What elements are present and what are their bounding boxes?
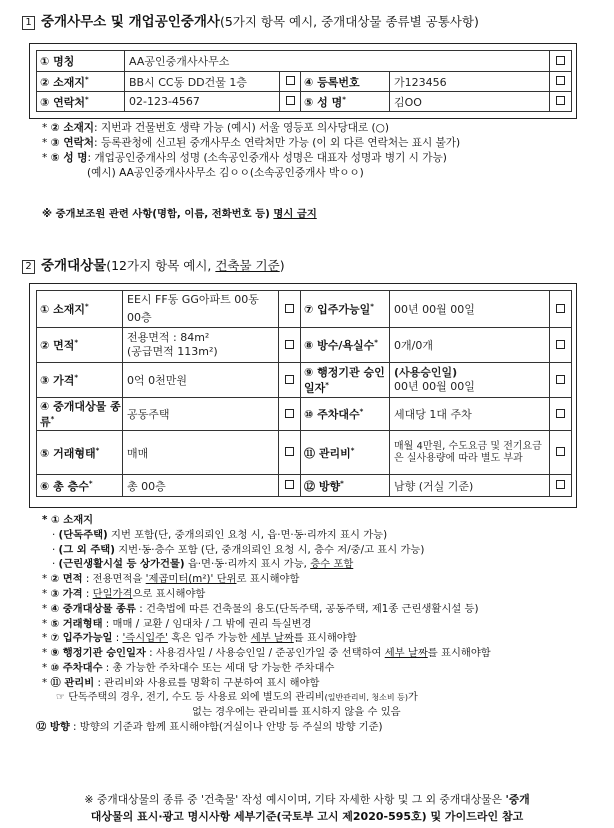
checkbox[interactable]: [556, 56, 565, 65]
checkbox[interactable]: [556, 96, 565, 105]
checkbox[interactable]: [556, 340, 565, 349]
address-value: BB시 CC동 DD건물 1층: [125, 72, 280, 92]
contact-label-cell: [37, 92, 125, 112]
name-label: ① 명칭: [37, 51, 125, 72]
note-text: 가: [408, 691, 418, 703]
note-maintenance-fee-detail: [42, 691, 491, 706]
note-text: : 전용면적을: [82, 573, 146, 586]
note-head: ⑨ 행정기관 승인일자: [50, 647, 146, 660]
maintenance-fee-checkbox-cell: [550, 431, 572, 475]
address-label: ② 소재지: [40, 75, 86, 89]
address-checkbox-cell: [280, 72, 301, 92]
name-checkbox-cell: [550, 51, 572, 72]
note-location-detached: · (단독주택) 지번 포함(단, 중개의뢰인 요청 시, 읍·면·동·리까지 표시 가능): [52, 528, 388, 541]
note-text: 없는 경우에는 관리비를 표시하지 않을 수 있음: [192, 706, 401, 719]
transaction-type-checkbox-cell: [279, 431, 301, 475]
required-mark: *: [370, 302, 374, 311]
table-row: [37, 328, 572, 363]
approval-label-cell: [301, 363, 390, 398]
note-text: : 방향의 기준과 함께 표시해야함(거실이나 안방 등 주실의 방향 기준): [69, 721, 383, 734]
checkbox[interactable]: [556, 447, 565, 456]
parking-label-cell: [301, 398, 390, 431]
area-label-cell: [37, 328, 123, 363]
section2-title-bold: 중개대상물: [41, 258, 107, 274]
note-text: 혹은 입주 가능한: [167, 632, 251, 645]
note-text: 읍·면·동·리까지 표시 가능,: [184, 558, 311, 571]
section2-title: [22, 254, 285, 274]
note-text: : 관리비와 사용료를 명확히 구분하여 표시 해야함: [94, 676, 320, 689]
floors-value: 총 00층: [123, 475, 279, 497]
required-mark: *: [88, 478, 93, 487]
required-mark: *: [85, 74, 89, 83]
note-area: [42, 572, 491, 587]
area-value-cell: [123, 328, 279, 363]
agent-name-value: 김OO: [390, 92, 550, 112]
checkbox[interactable]: [285, 409, 294, 418]
note-text: 지번 포함(단, 중개의뢰인 요청 시, 읍·면·동·리까지 표시 가능): [107, 528, 388, 541]
note-head: (근린생활시설 등 상가건물): [58, 558, 185, 571]
bullet: *: [42, 676, 48, 689]
maintenance-fee-value: 매월 4만원, 수도요금 및 전기요금은 실사용량에 따라 별도 부과: [390, 431, 550, 475]
table-row: [37, 92, 572, 112]
parking-value: 세대당 1대 주차: [390, 398, 550, 431]
note-price: [42, 587, 491, 602]
note-head: ② 소재지: [50, 122, 95, 134]
note-head: ⑦ 입주가능일: [50, 632, 113, 645]
note-text: :: [82, 587, 93, 600]
note-underline: 세부 날짜: [250, 632, 294, 645]
table-row: [37, 431, 572, 475]
note-text: 지번·동·층수 포함 (단, 중개의뢰인 요청 시, 층수 저/중/고 표시 가능): [114, 543, 425, 556]
section1-notes: [42, 121, 460, 181]
bullet: *: [42, 617, 48, 630]
note-text: : 사용검사일 / 사용승인일 / 준공인가일 중 선택하여: [145, 647, 385, 660]
required-mark: *: [359, 407, 364, 416]
rooms-value: 0개/0개: [390, 328, 550, 363]
section2-number-box: 2: [22, 260, 35, 274]
area-checkbox-cell: [279, 328, 301, 363]
checkbox[interactable]: [556, 76, 565, 85]
price-label: ③ 가격: [40, 374, 75, 387]
note-text: 를 표시해야함: [293, 632, 357, 645]
note-head: ⑫ 방향: [36, 721, 70, 734]
note-text: : 개업공인중개사의 성명 (소속공인중개사 성명은 대표자 성명과 병기 시 가능): [87, 152, 447, 164]
checkbox[interactable]: [556, 409, 565, 418]
note-head: ③ 가격: [50, 587, 83, 600]
maintenance-fee-label-cell: [301, 431, 390, 475]
required-mark: *: [85, 302, 89, 311]
location-checkbox-cell: [279, 291, 301, 328]
area-value: 전용면적 : 84m²: [127, 331, 210, 344]
note-head: ⑤ 거래형태: [50, 617, 103, 630]
note-text: (예시) AA공인중개사사무소 김ㅇㅇ(소속공인중개사 박ㅇㅇ): [87, 167, 364, 179]
note-direction: [36, 720, 491, 735]
section2-title-rest: (12가지 항목 예시,: [106, 258, 216, 273]
note-head: ⑩ 주차대수: [50, 661, 103, 674]
footer-line-2: 대상물의 표시·광고 명시사항 세부기준(국토부 고시 제2020-595호) 및 가이드라인 참고: [90, 810, 524, 823]
required-mark: *: [95, 445, 100, 454]
contact-checkbox-cell: [280, 92, 301, 112]
location-value: EE시 FF동 GG아파트 00동 00층: [123, 291, 279, 328]
note-name: [42, 151, 460, 166]
property-type-label: ④ 중개대상물 종류: [40, 399, 121, 429]
section1-number-box: 1: [22, 16, 35, 30]
name-value: AA공인중개사사무소: [125, 51, 550, 72]
move-in-label-cell: [301, 291, 390, 328]
rooms-label: ⑧ 방수/욕실수: [304, 339, 375, 352]
property-info-table: [36, 290, 572, 497]
table-row: [37, 398, 572, 431]
approval-date: 00년 00월 00일: [394, 380, 475, 393]
note-underline: 세부 날짜: [384, 647, 428, 660]
note-text: : 건축법에 따른 건축물의 용도(단독주택, 공동주택, 제1종 근린생활시설 등): [135, 602, 479, 615]
section2-title-end: ): [279, 258, 285, 273]
bullet: *: [42, 137, 48, 149]
note-maintenance-fee-detail-2: [42, 705, 491, 720]
note-property-type: [42, 602, 491, 617]
section2-notes: [36, 513, 491, 735]
approval-label: ⑨ 행정기관 승인일자: [304, 365, 385, 395]
note-text: : 매매 / 교환 / 임대차 / 그 밖에 권리 득실변경: [102, 617, 312, 630]
note-head: ② 면적: [50, 573, 83, 586]
direction-label-cell: [301, 475, 390, 497]
area-supply-value: (공급면적 113m²): [127, 345, 218, 358]
agent-name-label-cell: [301, 92, 390, 112]
rooms-label-cell: [301, 328, 390, 363]
location-label-cell: [37, 291, 123, 328]
approval-checkbox-cell: [550, 363, 572, 398]
approval-value-cell: [390, 363, 550, 398]
bullet: *: [42, 647, 48, 660]
parking-checkbox-cell: [550, 398, 572, 431]
table-row: [37, 72, 572, 92]
move-in-checkbox-cell: [550, 291, 572, 328]
transaction-type-value: 매매: [123, 431, 279, 475]
transaction-type-label-cell: [37, 431, 123, 475]
footer-line-1: [0, 791, 614, 808]
direction-checkbox-cell: [550, 475, 572, 497]
note-location-other: · (그 외 주택) 지번·동·층수 포함 (단, 중개의뢰인 요청 시, 층수 저/중/고 표시 가능): [52, 543, 425, 556]
property-type-label-cell: [37, 398, 123, 431]
section1-title-bold: 중개사무소 및 개업공인중개사: [41, 14, 220, 30]
address-label-cell: [37, 72, 125, 92]
note-head: ⑤ 성 명: [50, 152, 88, 164]
bullet: *: [42, 661, 48, 674]
required-mark: *: [374, 338, 378, 347]
note-text: 를 표시해야함: [427, 647, 491, 660]
note-contact: [42, 136, 460, 151]
checkbox[interactable]: [285, 304, 294, 313]
note-transaction-type: [42, 617, 491, 632]
agent-name-label: ⑤ 성 명: [304, 95, 343, 109]
office-info-table: [36, 50, 572, 112]
note-small-text: (일반관리비, 청소비 등): [324, 692, 409, 702]
registration-checkbox-cell: [550, 72, 572, 92]
bullet: *: [42, 152, 48, 164]
contact-value: 02-123-4567: [125, 92, 280, 112]
note-underline: '제곱미터(m²)' 단위: [145, 573, 237, 586]
price-label-cell: [37, 363, 123, 398]
floors-label-cell: [37, 475, 123, 497]
checkbox[interactable]: [286, 76, 295, 85]
note-head: ③ 연락처: [50, 137, 95, 149]
note-head: (그 외 주택): [58, 543, 115, 556]
table-row: [37, 363, 572, 398]
transaction-type-label: ⑤ 거래형태: [40, 446, 96, 460]
note-text: :: [112, 632, 123, 645]
table-row: [37, 291, 572, 328]
checkbox[interactable]: [285, 480, 294, 489]
location-label: ① 소재지: [40, 303, 86, 316]
direction-label: ⑫ 방향: [304, 479, 341, 493]
bullet: *: [42, 632, 48, 645]
rooms-checkbox-cell: [550, 328, 572, 363]
approval-type: (사용승인일): [394, 366, 458, 379]
note-parking: [42, 661, 491, 676]
floors-label: ⑥ 총 층수: [40, 479, 89, 493]
required-mark: *: [350, 445, 355, 454]
note-location: [42, 513, 491, 528]
agent-name-checkbox-cell: [550, 92, 572, 112]
price-checkbox-cell: [279, 363, 301, 398]
note-underline: '즉시입주': [122, 632, 168, 645]
footer-bold: '중개: [505, 793, 530, 806]
note-underline: 층수 포함: [310, 558, 354, 571]
note-underline: 단일가격: [92, 587, 133, 600]
footer-note: [0, 791, 614, 825]
registration-number-value: 가123456: [390, 72, 550, 92]
move-in-value: 00년 00월 00일: [390, 291, 550, 328]
note-address: [42, 121, 460, 136]
contact-label: ③ 연락처: [40, 95, 86, 109]
table-row: [37, 475, 572, 497]
note-head: ④ 중개대상물 종류: [50, 602, 136, 615]
area-label: ② 면적: [40, 339, 75, 352]
price-value: 0억 0천만원: [123, 363, 279, 398]
footer-text: ※ 중개대상물의 종류 중 '건축물' 작성 예시이며, 기타 자세한 사항 및 그 외 중개대상물은: [84, 793, 506, 806]
bullet: *: [42, 587, 48, 600]
note-move-in: [42, 631, 491, 646]
note-maintenance-fee: [42, 676, 491, 691]
required-mark: *: [50, 414, 55, 423]
section2-box: [29, 283, 577, 508]
note-head: (단독주택): [58, 528, 108, 541]
bullet: *: [42, 602, 48, 615]
property-type-checkbox-cell: [279, 398, 301, 431]
warning-text: ※ 중개보조원 관련 사항(명함, 이름, 전화번호 등): [42, 208, 274, 220]
required-mark: *: [85, 94, 89, 103]
note-name-example: [42, 166, 460, 181]
section1-title: [22, 10, 479, 30]
bullet: *: [42, 122, 48, 134]
section1-box: [29, 43, 577, 119]
note-head: * ① 소재지: [42, 514, 94, 526]
parking-label: ⑩ 주차대수: [304, 408, 360, 421]
assistant-warning: [42, 207, 317, 222]
checkbox[interactable]: [285, 375, 294, 384]
direction-value: 남향 (거실 기준): [390, 475, 550, 497]
note-approval: [42, 646, 491, 661]
note-head: ⑪ 관리비: [50, 676, 95, 689]
checkbox[interactable]: [286, 96, 295, 105]
required-mark: *: [342, 94, 346, 103]
note-text: 로 표시해야함: [236, 573, 300, 586]
move-in-label: ⑦ 입주가능일: [304, 303, 371, 316]
section2-title-underline: 건축물 기준: [215, 258, 280, 273]
note-text: ☞ 단독주택의 경우, 전기, 수도 등 사용료 외에 별도의 관리비: [56, 691, 325, 703]
maintenance-fee-label: ⑪ 관리비: [304, 446, 351, 460]
required-mark: *: [74, 373, 79, 382]
table-row: [37, 51, 572, 72]
note-text: : 등록관청에 신고된 중개사무소 연락처만 가능 (이 외 다른 연락처는 표시 불가): [94, 137, 461, 149]
note-text: 으로 표시해야함: [132, 587, 206, 600]
property-type-value: 공동주택: [123, 398, 279, 431]
checkbox[interactable]: [556, 480, 565, 489]
floors-checkbox-cell: [279, 475, 301, 497]
checkbox[interactable]: [285, 447, 294, 456]
checkbox[interactable]: [556, 375, 565, 384]
bullet: *: [42, 573, 48, 586]
checkbox[interactable]: [285, 340, 294, 349]
required-mark: *: [340, 478, 344, 487]
note-text: : 총 가능한 주차대수 또는 세대 당 가능한 주차대수: [102, 661, 335, 674]
registration-number-label: ④ 등록번호: [301, 72, 390, 92]
note-location-commercial: · (근린생활시설 등 상가건물) 읍·면·동·리까지 표시 가능, 층수 포함: [52, 558, 354, 571]
required-mark: *: [74, 338, 79, 347]
section1-title-rest: (5가지 항목 예시, 중개대상물 종류별 공통사항): [219, 14, 479, 29]
checkbox[interactable]: [556, 304, 565, 313]
warning-underline: 명시 금지: [273, 208, 317, 220]
required-mark: *: [325, 380, 329, 389]
note-text: : 지번과 건물번호 생략 가능 (예시) 서울 영등포 의사당대로 (○): [94, 122, 390, 134]
